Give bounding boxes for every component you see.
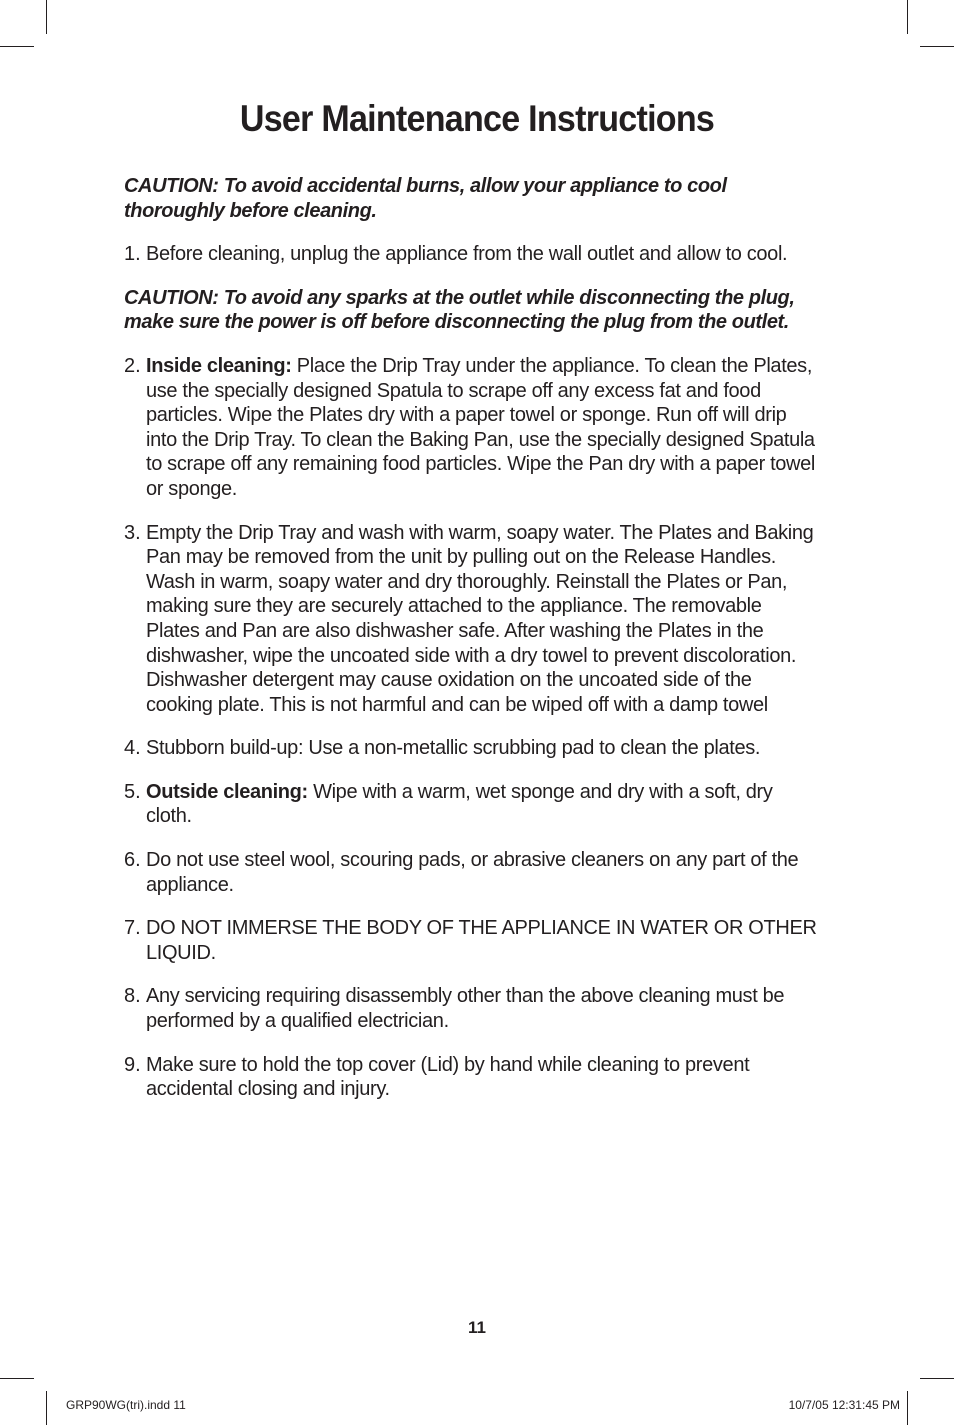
caution-burns: CAUTION: To avoid accidental burns, allow your appliance to cool thoroughly before cleaning. [124,175,727,222]
list-item [124,984,820,1033]
item-text: Do not use steel wool, scouring pads, or abrasive cleaners on any part of the appliance. [146,849,799,896]
item-text: Stubborn build-up: Use a non-metallic scrubbing pad to clean the plates. [146,737,761,760]
list-item [124,1053,820,1102]
crop-mark-top-left-v [46,0,47,34]
crop-mark-bottom-left-v [46,1391,47,1425]
item-number: 1. [124,243,141,266]
slug-timestamp: 10/7/05 12:31:45 PM [788,1398,900,1412]
item-number: 5. [124,780,141,803]
slug-filename: GRP90WG(tri).indd 11 [66,1398,186,1412]
item-text [146,354,820,502]
item-text: Make sure to hold the top cover (Lid) by hand while cleaning to prevent accidental closing and injury. [146,1053,750,1101]
instructions-body [124,174,820,1102]
item-body: Wipe with a warm, wet sponge and dry with a soft, dry cloth. [146,780,773,828]
item-number: 9. [124,1053,141,1076]
item-lead: Inside cleaning: [146,354,292,377]
caution-sparks: CAUTION: To avoid any sparks at the outlet while disconnecting the plug, make sure the power is off before disconnecting the plug from the outlet. [124,286,795,334]
crop-mark-top-right-v [907,0,908,34]
list-item [124,848,820,897]
crop-mark-bottom-left-h [0,1378,34,1379]
list-item [124,780,820,829]
item-text: Empty the Drip Tray and wash with warm, soapy water. The Plates and Baking Pan may be removed from the unit by pulling out on the Release Handles. Wash in warm, soapy water and dry thoroughly. Reinstall the Plates or Pan, making sure they are securely attached to the appliance. The removable Plates and Pan are also dishwasher safe. After washing the Plates in the dishwasher, wipe the uncoated side with a dry towel to prevent discoloration. Dishwasher detergent may cause oxidation on the uncoated side of the cooking plate. This is not harmful and can be wiped off with a damp towel [146,521,814,716]
item-number: 2. [124,354,141,377]
item-lead: Outside cleaning: [146,780,308,803]
list-item [124,354,820,502]
page-number: 11 [468,1318,486,1337]
list-item [124,242,820,267]
crop-mark-top-left-h [0,46,34,47]
page-title: User Maintenance Instructions [239,98,715,139]
crop-mark-bottom-right-v [907,1391,908,1425]
crop-mark-top-right-h [920,46,954,47]
item-text: Any servicing requiring disassembly other than the above cleaning must be performed by a qualified electrician. [146,985,785,1033]
item-number: 8. [124,985,141,1008]
item-number: 6. [124,849,141,872]
crop-mark-bottom-right-h [920,1378,954,1379]
list-item [124,916,820,965]
item-number: 7. [124,917,141,940]
item-number: 3. [124,521,141,544]
list-item [124,736,820,761]
item-text: Before cleaning, unplug the appliance from the wall outlet and allow to cool. [146,243,788,266]
item-text: DO NOT IMMERSE THE BODY OF THE APPLIANCE IN WATER OR OTHER LIQUID. [146,917,817,964]
list-item [124,521,820,718]
item-text [146,780,820,829]
item-number: 4. [124,737,141,760]
item-body: Place the Drip Tray under the appliance. To clean the Plates, use the specially designed Spatula to scrape off any excess fat and food particles. Wipe the Plates dry with a paper towel or sponge. Run off will drip into the Drip Tray. To clean the Baking Pan, use the specially designed Spatula to scrape off any remaining food particles. Wipe the Pan dry with a paper towel or sponge. [146,354,816,500]
